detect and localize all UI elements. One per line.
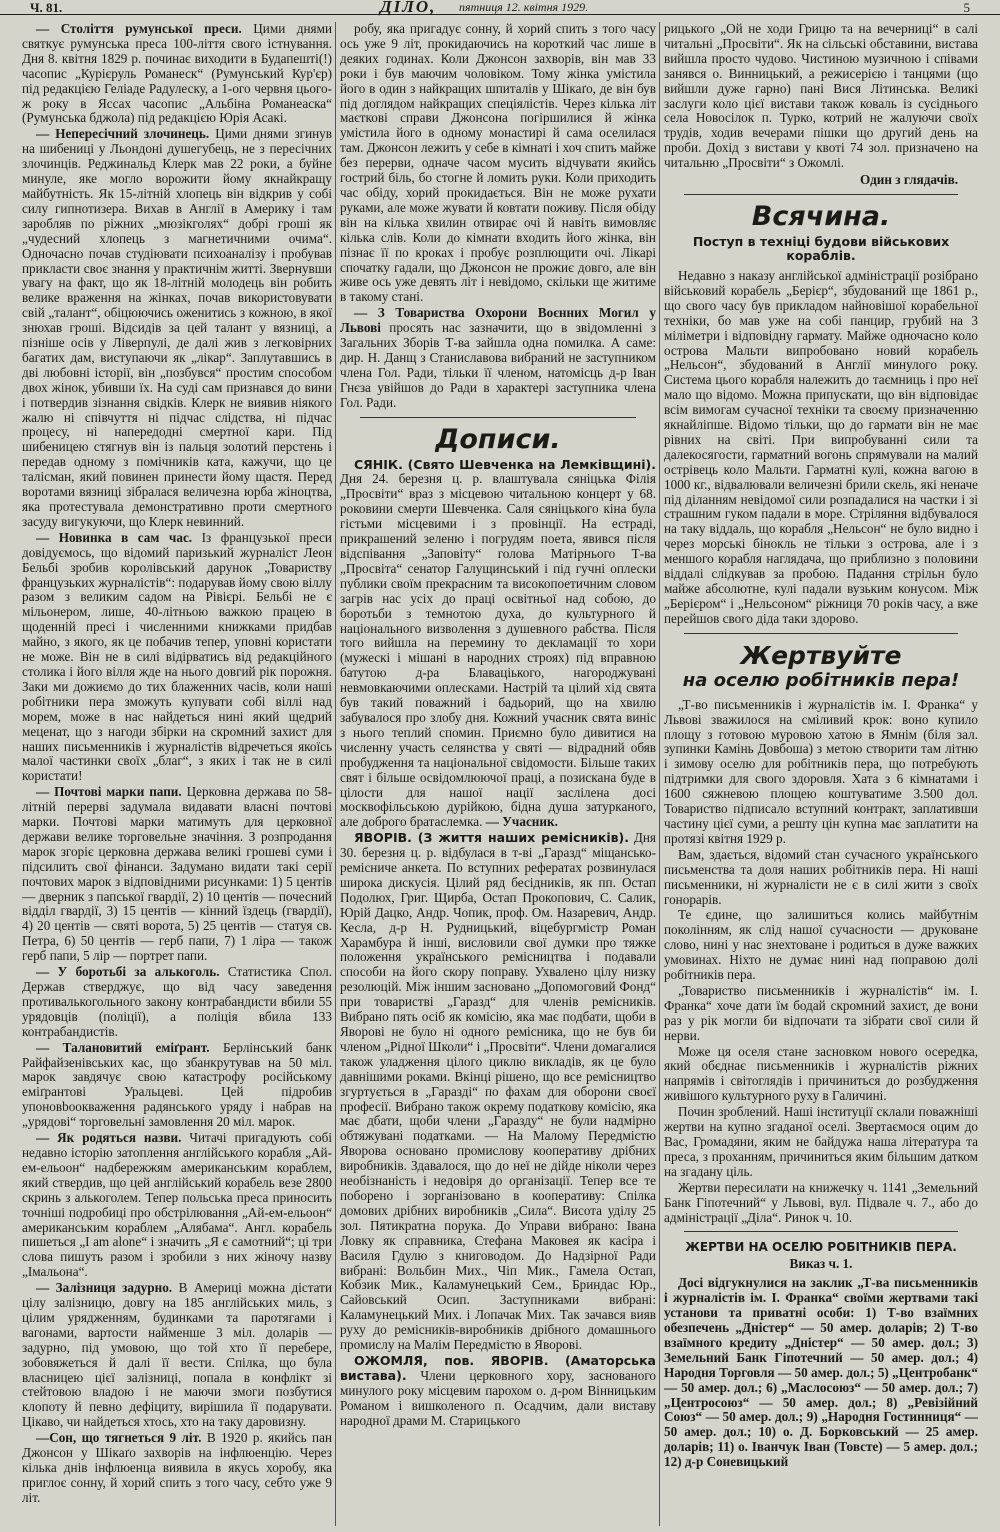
item-text: Церковна держава по 58-літній перерві задумала видавати власні почтові марки. Почтові марки матимуть для церковної держави велике торговельне значіння. З розпродання марок згоріє церковна держава великі грошеві суми і підсилить свої фінанси. Задумано видати такі серії почтових марок з відповідними рисунками: 1) 5 центів — дверник з папської гвардії, 2) 10 центів — почесний відділ гвардії, 3) 15 центів — кінний їздець (гвардії), 4) 20 центів — святі ворота, 5) 25 центів — статуя св. Петра, 6) 50 центів — герб папи, 7) 1 ліра — також герб папи, 5 лір — портрет папи.: [22, 784, 332, 964]
issue-date: пятниця 12. квітня 1929.: [459, 0, 589, 14]
item-text: Із французької преси довідуємось, що відомий паризький журналіст Леон Бельбі зробив королівський дарунок „Товариству французьких журналістів“: подарував йому свою віллу разом з великим садом на Рівієрі. Бельбі не є мільонером, лише, 40-літньою важкою працею в щоденній пресі і численними книжками придбав майно, з якого, як це побачив тепер, уповні користати не може. Він не в силі відірватись від редакційного столика і його вілля жде на нього довгий рік порожня. Заки ми дожиємо до тих блаженних часів, коли наші робітники пера зможуть купувати собі віллі над морем, може в нас найдеться нині який щедрий меценат, що з нагоди збірки на скромний захист для наших письменників і журналістів відречеться якоїсь малої частинки своїх „благ“, з яких і так не в силі користати!: [22, 529, 332, 784]
item-text: Читачі пригадують собі недавно історію затоплення англійського корабля „Ай-ем-ельоон“ надбережжям американським кораблем, який ствердив, що цей англійський корабель везе 2800 скринь з алькоголем. Тепер польська преса приносить точніші подробиці про обстрілювання „Ай-ем-ельоон“ американським кораблем „Алябама“. Англ. корабель пишеться „I am alone“ і значить „Я є самотний“; ці три слова пишуть разом і зробили з них жіночу назву „Імальона“.: [22, 1130, 332, 1280]
column-rule: [335, 22, 336, 1526]
item-text: Берлінський банк Райфайзенівських кас, що збанкрутував на 50 міл. марок завдячує свою катастрофу російському еміґрантові Уральцеві. Цей підробив упоновbooкваження радянського уряду і набрав на „урядові“ торговельні замовлення 20 міл. марок.: [22, 1039, 332, 1130]
news-item: [22, 785, 332, 964]
divider: [684, 194, 958, 195]
item-text: Може ця оселя стане засновком нового осередка, який обєднає письменників і журналістів ріжних напрямів і світоглядів і причиниться до розбудження живішого культурного руху в Галичині.: [664, 1043, 978, 1104]
page-header: [0, 0, 1000, 15]
article-subheading: Поступ в техніці будови військових кораблів.: [692, 233, 950, 263]
item-heading: — З Товариства Охорони Воєнних Могил у Львові: [340, 305, 656, 336]
news-item: [340, 306, 656, 410]
section-title: Дописи.: [435, 423, 561, 455]
item-text: Почин зроблений. Наші інституції склали поважніші жертви на купно згаданої оселі. Звертаємося оцим до Вас, Громадяни, яким не байдужа наша література та преса, з проханням, причиниться яким більшим датком на згадану ціль.: [664, 1104, 978, 1179]
masthead: ДІЛО,: [380, 0, 437, 16]
news-item: [22, 1131, 332, 1280]
column-3: [664, 22, 978, 1528]
news-item: [22, 22, 332, 126]
news-item: [22, 1041, 332, 1130]
item-text: В 1920 р. якийсь пан Джонсон у Шікаґо захворів на інфлюенцію. Через кілька днів інфлюенца виявила в якусь хоробу, яка приглоє сонну, й хорий спить з того часу, себто уже 9 літ.: [22, 1430, 332, 1505]
page-label: Ч. 81.: [30, 0, 63, 15]
divider: [684, 633, 958, 634]
dateline: ОЖОМЛЯ, пов. ЯВОРІВ. (Аматорська вистава).: [340, 1352, 656, 1383]
news-item: [22, 965, 332, 1040]
item-text: В Америці можна дістати цілу залізницю, довгу на 185 англійських миль, з цілим урядженням, будинками та паротягами і вагонами, вартости найменше 3 міл. доларів — задурно, під умовою, що той хто її перебере, зобовяжеться й далі її вести. Спілка, що була власницею цієї залізниці, попала в конфлікт зі стейтовою владою і не маючи змоги позбутися клопоту й певно дефіциту, вирішила її подарувати. Цікаво, чи найдеться хтось, хто на таку даровизну.: [22, 1280, 332, 1430]
item-text: рицького „Ой не ходи Грицю та на вечерниці“ в салі читальні „Просвіти“. Як на сільські обставини, вистава вийшла просто чудово. Чистиною музичною і співами занявся о. Винницький, а режисерією і танцями (що вийшли дуже гарно) пані Вися Літинська. Великі заслуги коло цієї вистави також коваль із сусіднього села Новосілок п. Турко, котрий не жалуючи своїх трудів, ходив вечерами пішки що другий день на проби. Дохід з вистави у квоті 74 зол. призначено на читальню „Просвіти“ з Ожомлі.: [664, 22, 978, 171]
column-1: [22, 22, 332, 1528]
signature: — Учасник.: [485, 814, 558, 830]
news-item: [22, 531, 332, 784]
item-text: Дня 30. березня ц. р. відбулася в т-ві „Гаразд“ міщансько-ремісниче анкета. По вступних рефератах розвинулася широка дискусія. Цілий ряд бесідників, як пп. Остап Подолюх, Григ. Щирба, Остап Прокопович, С. Салик, Юрій Дацко, Андр. Чопик, проф. Ом. Назаревич, Андр. Кесла, д-р Н. Рудницький, віцебургмістр Роман Харамбура й інші, висловили свої думки про тяжке положення українського ремісництва і подавали способи на його скору поправу. Ухвалено цілу низку резолюцій. Між іншим засновано „Допомоговий Фонд“ при товаристві „Гаразд“ для членів ремісників. Вибрано пять осіб як комісію, яка має подбати, щоби в Яворові не було ні одного ремісника, що не був би членом „Рідної Школи“ і „Просвіти“. Члени домагалися також уладження цілого циклю викладів, як це було давнішими роками. Вкінці рішено, що все ремісництво згуртується в „Гаразді“ по фахам для оборони своєї професії. Вибрано також окрему податкову комісію, яка має дбати, щоби члени „Гаразду“ не були надмірно обтяжувані податками. — На Малому Передмістю Яворова основано промислову кооперативу дрібних виробників. Здавалося, що до неї не дійде ніколи через необізнаність і недовіря до організації. Тепер все те поборено і зорганізовано в кооперативу: Спілка домових дрібних виробників „Сила“. Висота уділу 25 зол. Пятикратна порука. До Управи вибрано: Івана Ловку як справника, Стефана Маковея як касіра і Василя Гдулю з книговодом. До Надзірної Ради вибрані: Вольбин Мих., Чіп Мик., Гамела Остап, Кобзик Мик., Каламунецький Сем., Бриндас Юр., Сайовський Осип. Заступниками вибрані: Каламунецький Мих. і Лопачак Мих. Так зачався вияв руху до ремісників-виробників дрібного домашнього промислу на Малім Передмістю в Яворові.: [340, 830, 656, 1353]
item-heading: — Непересічний злочинець.: [36, 126, 210, 142]
item-heading: — У боротьбі за алькоголь.: [36, 964, 220, 980]
correspondence-item: [340, 458, 656, 831]
dateline: ЯВОРІВ. (З життя наших ремісників).: [354, 830, 629, 846]
section-title: Всячина.: [751, 200, 891, 232]
item-text: „Товариство письменників і журналістів“ ім. І. Франка“ хоче дати їм бодай скромний захист, де вони раз у рік могли би відпочати та зібрати свої сили й нерви.: [664, 982, 978, 1043]
correspondence-item: [340, 1354, 656, 1429]
item-heading: —Сон, що тягнеться 9 літ.: [36, 1430, 202, 1446]
item-text: Члени церковного хору, заснованого минулого року місцевим парохом о. д-ром Вінницьким Романом і вишколеного п. Осадчим, дали виставу народної драми М. Старицького: [340, 1367, 656, 1428]
dateline: СЯНІК. (Свято Шевченка на Лемківщині).: [354, 456, 656, 472]
item-text: Дня 24. березня ц. р. влаштувала сяніцька Філія „Просвіти“ враз з місцевою читальною концерт у 68. роковини смерти Шевченка. Саля сяніцького кіна була гістьми місцевими і з провінції. На естраді, прикрашений зеленю і погрудям поета, явився після відспівання „Заповіту“ голова Матірнього Т-ва „Просвіта“ сенатор Галущинський і під гучні оплески публики своїм прекрасним та високопоетичним словом загрів нас усіх до праці освітньої над собою, до боротьби з темнотою духа, до культурного й національного визволення з душевного рабства. Після того вийшла на перемину то декламації то хори (мужескі і мішані в народних строях) під вправною батутою д-ра Блаваціького, нагороджувані невмовкаючими оплесками. Настрій та цілий хід свята був такий поважний і бадьорий, що на хвилю забувалося про злобу дня. Кожний учасник свята виніс з нього теплий спомин. Приємно було дивитися на численну участь селянства у святі — відрадний обяв пробудження та національної свідомости. Більше таких свят і більше освідомлюючої праці, а позискана буде в цілости для нашої нації заслілена досі москвофільською дурійкою, бідна душа затурканого, але доброго братаслемка.: [340, 471, 656, 830]
item-text: Цими днями згинув на шибениці у Льондоні душегубець, не з пересічних злочинців. Реджинальд Клерк мав 22 роки, а буйне минуле, яке могло ворожити йому якнайкращу майбутність. Як 15-літній хлопець він відкрив у собі силу гипнотизера. Вихав в Англії в Америку і там заробляв по ріжних „мюзікголях“ добрі гроші як „чудесний хлопець з магнетичними очима“. Одночасно почав студіювати психоаналізу і пробував прикласти своє знання у практичнім житті. Звернувши увагу на факт, що як 18-літній молодець він робить велике враження на жінках, почав використовувати свій „талант“, обіцюючись оженитись з кожною, в якої знюхав гроші. Відсидів за цей талант у вязниці, а пізніше осів у Ліверпулі, де далі жив з легковірних багатих дам, виступаючи як „лікар“. Заплутавшись в дві любовні історії, він „позбувся“ простим способом двох жінок, убивши їх. На суді сам признався до вини і потвердив зізнання свідків. Клерк не виявив ніякого жалю ні співчуття ні підчас слідства, ні підчас процесу, ні напередодні смертної кари. Під шибеницею стягнув він із пальця золотий перстень і передав одному з помічників ката, кажучи, що це талісман, який повинен принести йому щастя. Перед воротами вязниці зібралася величезна юрба жіноцтва, яка протестувала демонстративно проти смертного засуду вигукуючи, що Клерк невинний.: [22, 126, 332, 529]
item-text: Те єдине, що залишиться колись майбутнім поколінням, як слід нашої сучасности — друковане слово, нині у нас знехтоване і родиться в дуже важких умовинах. Ніхто не думає нині над поправою долі робітників пера.: [664, 907, 978, 983]
appeal-title: Жертвуйте: [740, 640, 902, 670]
list-heading: ЖЕРТВИ НА ОСЕЛЮ РОБІТНИКІВ ПЕРА.: [685, 1240, 957, 1255]
item-heading: — Залізниця задурно.: [36, 1280, 173, 1296]
item-text: „Т-во письменників і журналістів ім. І. Франка“ у Львові зважилося на сміливий крок: воно купило площу з готовою муровою хатою в Ямнім (біля зал. зупинки Камінь Довбоша) з метою створити там літню і зимову оселю для робітників пера, що потребують підтримки для свого здоровля. Хата з 6 кімнатами і 1600 сяжневою площею коштуватиме 3.500 дол. Товариство підписало вступний контракт, заплативши частину цієї суми, а решту цін купна має заплатити на протязі квітня 1929 р.: [664, 696, 978, 846]
item-text: Вам, здається, відомий стан сучасного українського письменства та доля наших робітників пера. Ні наші письменники, ні журналісти не є в силі жити з своїх гонорарів.: [664, 846, 978, 907]
item-text: Недавно з наказу англійської адміністрації розібрано військовий корабель „Берієр“, збудований ще 1861 р., що свого часу був прикладом найновішої корабельної техніки, бо мав уже на собі панцир, грубий на 3 міліметри і відповідну гармату. Майже одночасно коло острова Мальти випробовано новий корабель „Нельсон“, збудований в Англії минулого року. Система цього корабля належить до таємниць і про неї мало що відомо. Можна припускати, що він відповідає всім вимогам сучасної техніки та своєму призначенню якнайліпше. Відомо тільки, що до гармати він не має рівних на світі. При випробуванні сили та далекосягости, гарматний вогонь спрямували на малий острівець коло Мальти. Гарматні кулі, кожна вагою в 1000 кг., відвалювали величезні брили скель, які неначе під діланням невідомої сили розпадалися на частки і зі страшним гуком падали в море. Стріляння відбувалося на таку віддаль, що корабля „Нельсон“ не було видно і через морські бінокль не тільки з острова, але і з меншого корабля наглядача, що приблизно з половини віддалі слідкував за пробою. Падання стрільн було майже абсолютне, кулі падали вузьким конусом. Між „Берієром“ і „Нельсоном“ ріжниця 70 років часу, а вже перейшов свого діда таки здорово.: [664, 267, 978, 626]
item-heading: — Почтові марки папи.: [36, 784, 182, 800]
item-heading: — Століття румунської преси.: [36, 22, 242, 36]
divider: [360, 417, 636, 418]
column-rule: [659, 22, 660, 1526]
news-item: [22, 1431, 332, 1506]
list-subheading: Виказ ч. 1.: [789, 1256, 853, 1272]
donations-list: Досі відгукнулися на заклик „Т-ва письменників і журналістів ім. І. Франка“ своїми жертвами такі установи та приватні особи: 1) Т-во взаїмних обезпечень „Дністер“ — 50 амер. доларів; 2) Т-во взаїмного кредиту „Дністер“ — 50 амер. дол.; 3) Земельний Банк Гіпотечний — 50 амер. дол.; 4) Народня Торговля — 50 амер. дол.; 5) „Центробанк“ — 50 амер. дол.; 6) „Маслосоюз“ — 50 амер. дол.; 7) „Центросоюз“ — 50 амер. дол.; 8) „Ревізійний Союз“ — 50 амер. дол.; 9) „Народня Гостинниця“ — 50 амер. дол.; 10) о. Д. Борковський — 25 амер. доларів; 11) о. Іванчук Іван (Товсте) — 5 амер. дол.; 12) д-р Соневицький: [664, 1275, 978, 1470]
item-heading: — Новинка в сам час.: [36, 529, 193, 545]
appeal-subtitle: на оселю робітників пера!: [682, 669, 960, 691]
item-heading: — Талановитий еміґрант.: [36, 1039, 210, 1055]
divider: [684, 1231, 958, 1232]
signature: Один з глядачів.: [860, 172, 958, 188]
item-text: Жертви пересилати на книжечку ч. 1141 „Земельний Банк Гіпотечний“ у Львові, вул. Підвале ч. 7., або до адміністрації „Діла“. Ринок ч. 10.: [664, 1179, 978, 1225]
correspondence-item: [340, 831, 656, 1353]
item-text: робу, яка пригадує сонну, й хорий спить з того часу ось уже 9 літ, прокидаючись на короткий час лише в деяких годинах. Коли Джонсон захворів, він мав 33 роки і був маючим чоловіком. Тому жінка умістила його в один з найкращих шпиталів у Шікаґо, де він був під доглядом найкращих спеціялістів. Через кілька літ маєткові справи Джонсона погіршилися й жінка умістила його в одному монастирі й сама оселилася там. Джонсон лежить у себе в кімнаті і хоч спить майже без перерви, одначе часом мусить відчувати якийсь гострий біль, бо стогне й ломить руки. Коли приходить час обіду, хорий прокидається. Він не може рухати руками, але може жувати й ковтати поживу. Після обіду він на кілька хвилин отвирає очі й навіть вимовляє кілька слів. Коли до кімнати входить його жінка, він пізнає її по кроках і пробує розплющити очі. Лікарі спочатку гадали, що Джонсон не прожиє довго, але він живе ось уже девять літ і невідомо, скільки ще житиме в такому стані.: [340, 22, 656, 305]
news-item: [22, 127, 332, 529]
item-heading: — Як родяться назви.: [36, 1130, 182, 1146]
news-item: [22, 1281, 332, 1430]
page-number: 5: [963, 0, 970, 15]
item-text: Статистика Спол. Держав стверджує, що від часу заведення противалькогольного закону контрабандисти вбили 55 урядовців (поліції), а поліція вбила 133 контрабандистів.: [22, 964, 332, 1039]
column-2: [340, 22, 656, 1528]
item-text: Цими днями святкує румунська преса 100-ліття свого істнування. Дня 8. квітня 1829 р. починає виходити в Будапешті(!) часопис „Курієруль Романеск“ (Румунський Кур'єр) під редакцією Геліаде Радулеску, а 1-ого червня цього-ж року в Яссах часопис „Альбіна Романеаска“ (Румунська бджола) під редакцією Юрія Асакі.: [22, 22, 332, 126]
item-text: просять нас зазначити, що в звідомленні з Загальних Зборів Т-ва зайшла одна помилка. А саме: дир. Н. Данщ з Станиславова вибраний не заступником члена Гол. Ради, тільки її членом, натомісць д-р Іван Гнєза увійшов до Ради в характері заступника члена Гол. Ради.: [340, 320, 656, 410]
